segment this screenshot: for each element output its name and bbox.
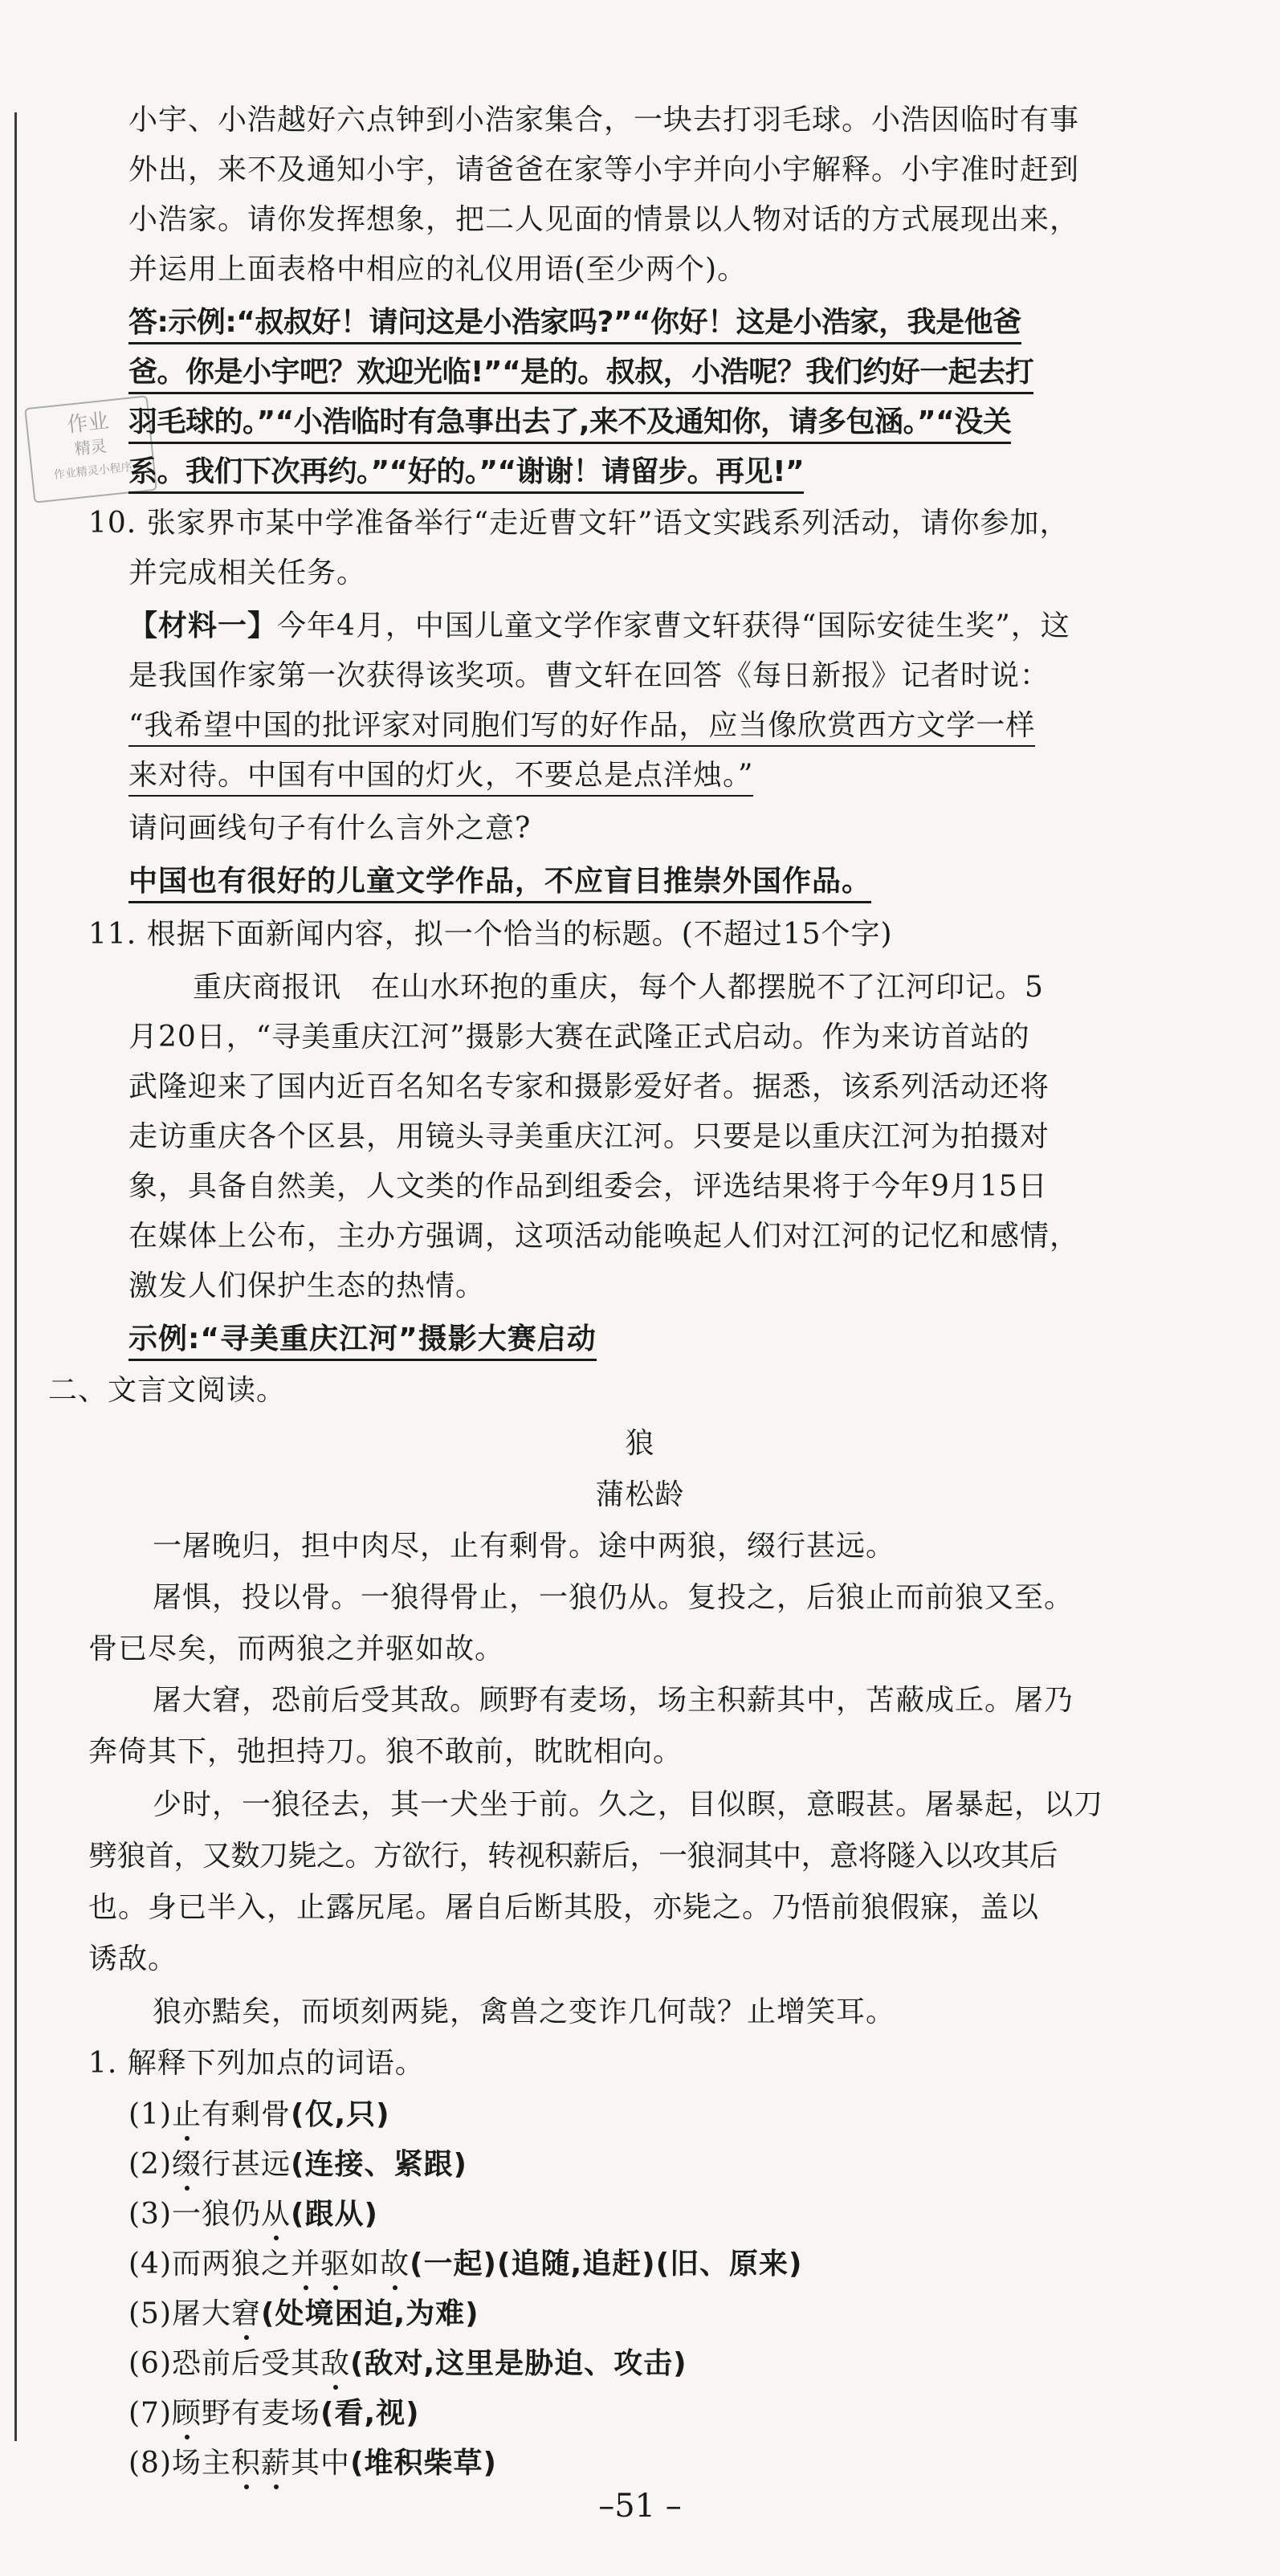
vocab-item: (1)止有剩骨(仅,只) — [128, 2098, 390, 2131]
q9-answer-line: 羽毛球的。”“小浩临时有急事出去了,来不及通知你，请多包涵。”“没关 — [128, 406, 1011, 444]
q9-prompt-line: 外出，来不及通知小宇，请爸爸在家等小宇并向小宇解释。小宇准时赶到 — [128, 153, 1080, 186]
news-text: 走访重庆各个区县，用镜头寻美重庆江河。只要是以重庆江河为拍摄对 — [128, 1120, 1050, 1153]
vocab-item: (4)而两狼之并驱如故(一起)(追随,追赶)(旧、原来) — [128, 2248, 803, 2280]
passage-line: 一屠晚归，担中肉尽，止有剩骨。途中两狼，缀行甚远。 — [153, 1530, 896, 1563]
q10-title: 并完成相关任务。 — [128, 556, 367, 589]
material-underlined-text: 来对待。中国有中国的灯火，不要总是点洋烛。” — [128, 759, 753, 797]
passage-line: 也。身已半入，止露尻尾。屠自后断其股，亦毙之。乃悟前狼假寐，盖以 — [88, 1891, 1040, 1924]
vocab-item: (3)一狼仍从(跟从) — [128, 2198, 378, 2231]
passage-line: 屠惧，投以骨。一狼得骨止，一狼仍从。复投之，后狼止而前狼又至。 — [153, 1581, 1074, 1614]
passage-line: 屠大窘，恐前后受其敌。顾野有麦场，场主积薪其中，苫蔽成丘。屠乃 — [153, 1684, 1074, 1717]
passage-line: 狼亦黠矣，而顷刻两毙，禽兽之变诈几何哉？止增笑耳。 — [153, 1995, 896, 2028]
material-underlined-text: “我希望中国的批评家对同胞们写的好作品，应当像欣赏西方文学一样 — [128, 709, 1035, 747]
news-text: 月20日，“寻美重庆江河”摄影大赛在武隆正式启动。作为来访首站的 — [128, 1021, 1030, 1054]
page-number: –51 – — [598, 2488, 682, 2525]
vocab-item: (7)顾野有麦场(看,视) — [128, 2397, 420, 2430]
passage-title: 狼 — [625, 1427, 655, 1460]
q9-answer-line: 系。我们下次再约。”“好的。”“谢谢！请留步。再见!” — [128, 455, 804, 494]
news-text: 在媒体上公布，主办方强调，这项活动能唤起人们对江河的记忆和感情， — [128, 1220, 1080, 1253]
news-text: 激发人们保护生态的热情。 — [128, 1270, 486, 1302]
passage-line: 诱敌。 — [88, 1942, 178, 1975]
watermark-stamp: 作业 精灵 作业精灵小程序 — [24, 395, 157, 503]
q10-title: 10. 张家界市某中学准备举行“走近曹文轩”语文实践系列活动，请你参加， — [88, 507, 1070, 540]
q11-answer: 示例:“寻美重庆江河”摄影大赛启动 — [128, 1323, 597, 1361]
passage-line: 劈狼首，又数刀毙之。方欲行，转视积薪后，一狼洞其中，意将隧入以攻其后 — [88, 1840, 1058, 1873]
q9-prompt-line: 并运用上面表格中相应的礼仪用语(至少两个)。 — [128, 253, 748, 286]
q9-answer-line: 答:示例:“叔叔好！请问这是小浩家吗?”“你好！这是小浩家，我是他爸 — [128, 306, 1021, 344]
q11-title: 11. 根据下面新闻内容，拟一个恰当的标题。(不超过15个字) — [88, 918, 893, 951]
material-text: 是我国作家第一次获得该奖项。曹文轩在回答《每日新报》记者时说： — [128, 659, 1050, 692]
q9-prompt-line: 小宇、小浩越好六点钟到小浩家集合，一块去打羽毛球。小浩因临时有事 — [128, 104, 1080, 137]
passage-line: 骨已尽矣，而两狼之并驱如故。 — [88, 1632, 505, 1665]
q9-answer-line: 爸。你是小宇吧？欢迎光临!”“是的。叔叔，小浩呢？我们约好一起去打 — [128, 356, 1033, 394]
passage-line: 少时，一狼径去，其一犬坐于前。久之，目似瞑，意暇甚。屠暴起，以刀 — [153, 1788, 1104, 1821]
q9-prompt-line: 小浩家。请你发挥想象，把二人见面的情景以人物对话的方式展现出来， — [128, 203, 1080, 236]
passage-author: 蒲松龄 — [595, 1478, 685, 1511]
vocab-item: (6)恐前后受其敌(敌对,这里是胁迫、攻击) — [128, 2347, 687, 2380]
material-label: 【材料一】 — [128, 609, 278, 642]
news-text: 重庆商报讯 在山水环抱的重庆，每个人都摆脱不了江河印记。5 — [193, 971, 1044, 1004]
margin-line — [14, 112, 17, 2441]
vocab-item: (8)场主积薪其中(堆积柴草) — [128, 2447, 497, 2480]
news-text: 象，具备自然美，人文类的作品到组委会，评选结果将于今年9月15日 — [128, 1170, 1048, 1203]
q10-question: 请问画线句子有什么言外之意? — [128, 812, 532, 845]
passage-line: 奔倚其下，弛担持刀。狼不敢前，眈眈相向。 — [88, 1735, 683, 1768]
vocab-title: 1. 解释下列加点的词语。 — [88, 2047, 425, 2080]
vocab-item: (2)缀行甚远(连接、紧跟) — [128, 2148, 467, 2181]
news-text: 武隆迎来了国内近百名知名专家和摄影爱好者。据悉，该系列活动还将 — [128, 1070, 1050, 1103]
vocab-item: (5)屠大窘(处境困迫,为难) — [128, 2297, 479, 2330]
material-text: 今年4月，中国儿童文学作家曹文轩获得“国际安徒生奖”，这 — [277, 609, 1070, 642]
q10-answer: 中国也有很好的儿童文学作品，不应盲目推崇外国作品。 — [128, 865, 871, 903]
section-heading: 二、文言文阅读。 — [48, 1374, 287, 1407]
